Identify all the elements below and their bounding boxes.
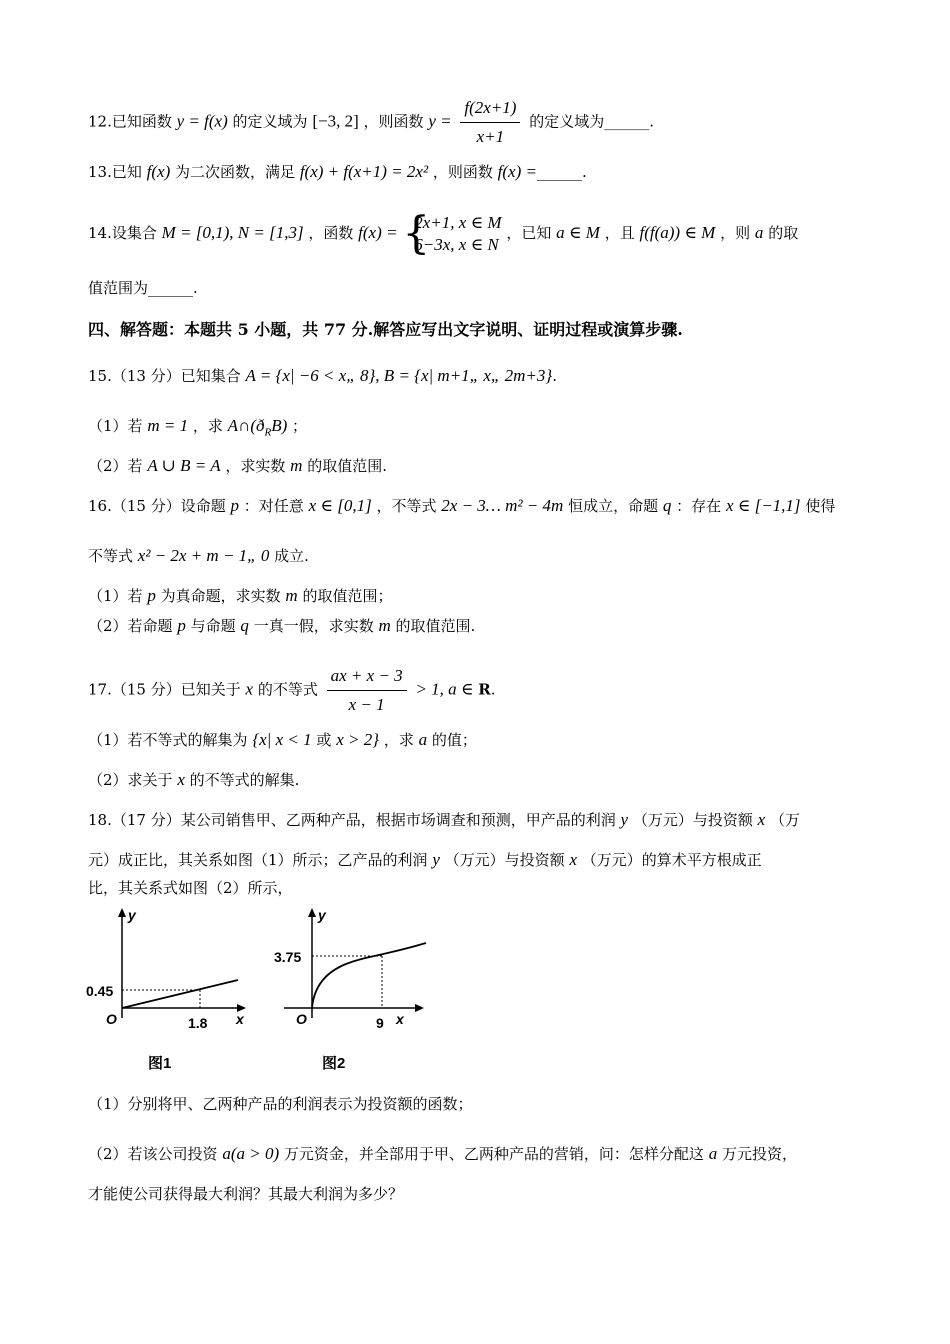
q18-y1: y — [620, 810, 629, 829]
q16-p2-p: p — [177, 616, 186, 635]
q16-text: ：存在 — [676, 497, 722, 515]
fig1-x-tick: 1.8 — [188, 1015, 208, 1031]
q16-prefix: 16.（15 分）设命题 — [88, 497, 226, 515]
q15-part2 — [88, 454, 387, 478]
q14-case2: 6−3x, x ∈ N — [414, 235, 499, 254]
q16-p1-end: 的取值范围； — [302, 587, 393, 605]
q17-p1-or: 或 — [316, 731, 332, 749]
q14-cond1: a ∈ M — [556, 223, 600, 242]
q18-text: （万元）的算术平方根成正 — [581, 851, 762, 869]
q17-p1-text: ，求 — [383, 731, 414, 749]
q15-sets: A = {x| −6 < x„ 8}, B = {x| m+1„ x„ 2m+3} — [245, 366, 553, 385]
q14-line2 — [88, 276, 198, 300]
q18-y2: y — [432, 850, 440, 869]
q18-p2-line2-text: 才能使公司获得最大利润？其最大利润为多少？ — [88, 1185, 404, 1203]
q15-p1-sub: R — [264, 426, 272, 439]
fig2-curve — [312, 943, 426, 1008]
q18-line2 — [88, 848, 762, 872]
q18-text: 18.（17 分）某公司销售甲、乙两种产品，根据市场调查和预测，甲产品的利润 — [88, 811, 616, 829]
q16-part1 — [88, 584, 392, 608]
q13-fx: f(x) — [146, 162, 171, 181]
q12-text: ，则函数 — [363, 112, 424, 131]
fig2-y-tick: 3.75 — [274, 949, 302, 965]
q17-fraction — [327, 664, 407, 717]
q16-p2-prefix: （2）若命题 — [88, 617, 173, 635]
q14-sets: M = [0,1), N = [1,3] — [161, 223, 304, 242]
q16-p1-m: m — [285, 586, 298, 605]
q14-text: ，函数 — [308, 224, 354, 242]
q18-p2-a2: a — [708, 1144, 718, 1163]
fig1-y-arrow — [118, 908, 126, 917]
q15-end: . — [552, 367, 557, 385]
q17-x: x — [245, 679, 254, 699]
q16-x2: x ∈ [−1,1] — [725, 496, 801, 515]
q12-line — [88, 96, 654, 149]
q14-line2-text: 值范围为______. — [88, 279, 198, 297]
q14-prefix: 14.设集合 — [88, 224, 157, 242]
q16-p: p — [230, 496, 239, 515]
q16-p2-text: 与命题 — [190, 617, 236, 635]
figure-1 — [80, 906, 260, 1076]
q15-p2-prefix: （2）若 — [88, 457, 143, 475]
q15-p1-cond: m = 1 — [147, 416, 189, 435]
q12-fraction — [460, 96, 520, 149]
q14-piecewise — [402, 212, 501, 256]
q13-text: 为二次函数，满足 — [175, 163, 296, 181]
q13-prefix: 13.已知 — [88, 163, 142, 181]
q16-line2-prefix: 不等式 — [88, 547, 134, 565]
q18-line1 — [88, 808, 800, 832]
q16-x1: x ∈ [0,1] — [308, 496, 372, 515]
fig1-origin: O — [106, 1011, 117, 1027]
q14-fx: f(x) = — [358, 223, 398, 242]
fig1-x-label: x — [236, 1011, 244, 1027]
q18-p1-text: （1）分别将甲、乙两种产品的利润表示为投资额的函数； — [88, 1095, 473, 1113]
q16-p2-m: m — [378, 616, 391, 635]
q15-p1-expr-b: B) — [271, 416, 288, 435]
q15-p2-text: ，求实数 — [225, 457, 286, 475]
q15-line — [88, 364, 557, 388]
q16-ineq2: x² − 2x + m − 1„ 0 — [137, 546, 270, 565]
q18-x1: x — [757, 810, 766, 829]
q16-p1-text: 为真命题，求实数 — [160, 587, 281, 605]
q14-line — [88, 212, 798, 256]
q17-p1-set1: {x| x < 1 — [252, 730, 312, 749]
q13-suffix: ______. — [536, 163, 587, 181]
q16-text: 恒成立，命题 — [568, 497, 659, 515]
q18-p2-end: 万元投资， — [721, 1145, 797, 1163]
q16-p1-var: p — [147, 586, 156, 605]
q15-part1 — [88, 414, 307, 444]
q15-p2-end: 的取值范围. — [307, 457, 388, 475]
q18-part2 — [88, 1142, 797, 1166]
q16-part2 — [88, 614, 475, 638]
q17-numerator: ax + x − 3 — [327, 664, 407, 691]
q18-p2-a: a(a > 0) — [222, 1144, 280, 1163]
q18-x2: x — [569, 850, 577, 869]
q18-text: 元）成正比，其关系如图（1）所示；乙产品的利润 — [88, 851, 428, 869]
q18-text: （万元）与投资额 — [632, 811, 753, 829]
fig2-y-arrow — [308, 908, 316, 917]
q12-domain: [−3, 2] — [312, 111, 359, 131]
q18-part1 — [88, 1092, 473, 1116]
q12-text: 的定义域为 — [232, 112, 308, 131]
fig1-y-tick: 0.45 — [86, 983, 114, 999]
q16-line — [88, 494, 835, 518]
q18-line3 — [88, 876, 293, 900]
fig2-origin: O — [296, 1011, 307, 1027]
fig2-caption: 图2 — [322, 1055, 346, 1072]
fig2-x-tick: 9 — [376, 1015, 384, 1031]
q17-rest: > 1, a ∈ — [415, 679, 474, 699]
q17-p1-prefix: （1）若不等式的解集为 — [88, 731, 248, 749]
q16-p2-end: 的取值范围. — [395, 617, 476, 635]
q17-prefix: 17.（15 分）已知关于 — [88, 680, 241, 699]
q17-line — [88, 664, 496, 717]
q12-func: y = f(x) — [176, 111, 228, 131]
q16-text: ：对任意 — [243, 497, 304, 515]
q16-text: ，不等式 — [376, 497, 437, 515]
q16-q: q — [662, 496, 672, 515]
figure-2 — [270, 906, 440, 1076]
q15-p1-end: ； — [292, 417, 308, 435]
q15-p1-expr-a: A∩(ð — [227, 416, 265, 435]
section-title-text: 四、解答题：本题共 5 小题，共 77 分.解答应写出文字说明、证明过程或演算步骤. — [88, 320, 683, 339]
section-title — [88, 318, 683, 342]
q16-p2-q: q — [240, 616, 249, 635]
q16-suffix: 使得 — [805, 497, 836, 515]
q17-p2-end: 的不等式的解集. — [189, 771, 300, 789]
fig2-x-label: x — [396, 1011, 404, 1027]
q15-p2-cond: A ∪ B = A — [147, 456, 221, 475]
q18-p2-text: 万元资金，并全部用于甲、乙两种产品的营销，问：怎样分配这 — [283, 1145, 704, 1163]
q16-line2 — [88, 544, 309, 568]
q18-text: （万 — [769, 811, 800, 829]
q13-equation: f(x) + f(x+1) = 2x² — [299, 162, 429, 181]
q17-end: . — [490, 680, 496, 699]
q14-text: ，且 — [604, 224, 635, 242]
q13-line — [88, 160, 587, 184]
q18-text: （万元）与投资额 — [444, 851, 565, 869]
q16-line2-end: 成立. — [274, 547, 309, 565]
q17-part2 — [88, 768, 299, 792]
q18-p2-prefix: （2）若该公司投资 — [88, 1145, 218, 1163]
q16-p1-prefix: （1）若 — [88, 587, 143, 605]
q12-prefix: 12.已知函数 — [88, 112, 172, 131]
q16-p2-text: 一真一假，求实数 — [253, 617, 374, 635]
q14-suffix: 的取 — [768, 224, 799, 242]
fig1-line — [122, 980, 238, 1008]
q17-part1 — [88, 728, 477, 752]
q15-p2-var: m — [290, 456, 303, 475]
q17-p1-set2: x > 2} — [336, 730, 380, 749]
q18-text: 比，其关系式如图（2）所示， — [88, 879, 293, 897]
q12-suffix: 的定义域为______. — [529, 112, 655, 131]
q17-p1-end: 的值； — [431, 731, 477, 749]
fig2-x-arrow — [415, 1004, 424, 1012]
q15-p1-prefix: （1）若 — [88, 417, 143, 435]
fig2-y-label: y — [318, 907, 326, 923]
q13-answer: f(x) = — [497, 162, 537, 181]
q17-p2-x: x — [177, 770, 185, 789]
q16-ineq1: 2x − 3… m² − 4m — [441, 496, 564, 515]
q15-prefix: 15.（13 分）已知集合 — [88, 367, 241, 385]
q18-part2-line2 — [88, 1182, 403, 1206]
q14-cond2: f(f(a)) ∈ M — [639, 223, 716, 242]
q17-denominator: x − 1 — [348, 695, 385, 714]
q14-text: ，则 — [720, 224, 751, 242]
q15-p1-expr — [227, 416, 288, 439]
q17-p2-prefix: （2）求关于 — [88, 771, 173, 789]
fig1-y-label: y — [128, 907, 136, 923]
q17-p1-a: a — [418, 730, 428, 749]
q17-real-set: R — [478, 680, 491, 699]
q14-var: a — [754, 223, 764, 242]
q12-y-eq: y = — [428, 111, 452, 131]
q12-denominator: x+1 — [476, 127, 505, 146]
q14-text: ，已知 — [506, 224, 552, 242]
q12-numerator: f(2x+1) — [460, 96, 520, 123]
q17-text: 的不等式 — [257, 680, 318, 699]
q13-text: ，则函数 — [432, 163, 493, 181]
fig1-caption: 图1 — [148, 1055, 172, 1072]
q14-case1: { 2x+1, x ∈ M — [414, 213, 502, 232]
q15-p1-text: ，求 — [192, 417, 223, 435]
